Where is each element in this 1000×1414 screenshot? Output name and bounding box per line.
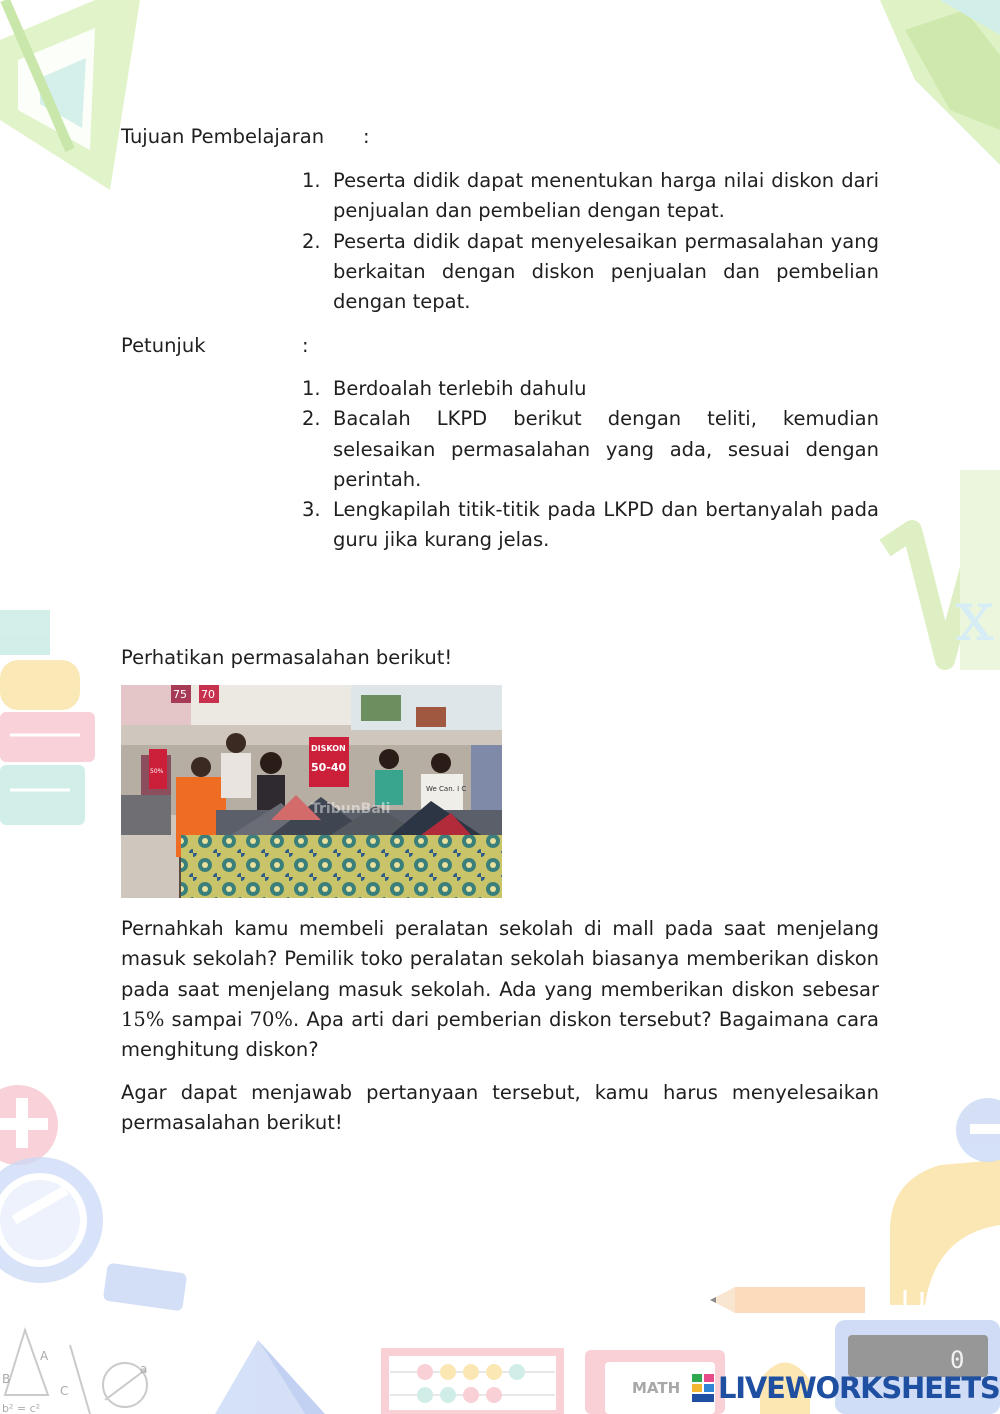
section-colon: :: [363, 125, 370, 148]
section-colon: :: [302, 334, 309, 357]
section-label-petunjuk: Petunjuk: [121, 334, 206, 357]
x-label: x: [955, 575, 995, 657]
store-sale-photo: [121, 685, 502, 898]
list-text: Peserta didik dapat menentukan harga nilai diskon dari penjualan dan pembelian dengan tepat.: [333, 169, 879, 223]
discount-sign-value: 50-40: [311, 761, 347, 774]
percent-high: 70%: [249, 1007, 293, 1031]
list-number: 3.: [302, 498, 321, 522]
section-label-tujuan: Tujuan Pembelajaran: [121, 125, 325, 148]
list-text: Peserta didik dapat menyelesaikan permasalahan yang berkaitan dengan diskon penjualan dan pembelian dengan tepat.: [333, 229, 879, 314]
list-text: Bacalah LKPD berikut dengan teliti, kemudian selesaikan permasalahan yang ada, sesuai dengan perintah.: [333, 407, 879, 491]
discount-sign-title: DISKON: [311, 744, 346, 753]
chalk-symbol: C: [60, 1384, 69, 1398]
price-tag: 75: [173, 688, 187, 701]
tujuan-list: [302, 166, 879, 317]
photo-watermark: TribunBali: [311, 801, 391, 817]
intro-paragraph: [121, 914, 879, 1065]
paragraph-text: sampai: [164, 1007, 250, 1031]
list-item: [302, 495, 879, 556]
petunjuk-list: [302, 374, 879, 556]
chalk-symbol: A: [40, 1349, 49, 1363]
problem-heading: Perhatikan permasalahan berikut!: [121, 646, 453, 669]
liveworksheets-mark-icon: [692, 1374, 714, 1402]
liveworksheets-logo[interactable]: [692, 1370, 1000, 1406]
discount-sign-small: 50%: [150, 768, 164, 775]
shirt-text: We Can. I C: [426, 785, 467, 793]
list-text: Berdoalah terlebih dahulu: [333, 377, 587, 400]
list-text: Lengkapilah titik-titik pada LKPD dan bertanyalah pada guru jika kurang jelas.: [333, 498, 879, 552]
list-number: 1.: [302, 169, 321, 192]
store-scene-image: [121, 685, 502, 898]
list-item: [302, 374, 879, 404]
list-number: 2.: [302, 229, 321, 253]
list-number: 1.: [302, 377, 321, 400]
calculator-display: 0: [950, 1346, 965, 1374]
percent-low: 15%: [121, 1007, 165, 1031]
price-tag: 70: [201, 688, 215, 701]
list-item: [302, 404, 879, 495]
list-number: 2.: [302, 407, 321, 431]
instruction-paragraph: Agar dapat menjawab pertanyaan tersebut, kamu harus menyelesaikan permasalahan berikut!: [121, 1081, 879, 1135]
list-item: [302, 227, 879, 318]
list-item: [302, 166, 879, 227]
chalk-symbol: a: [140, 1362, 148, 1376]
chalk-symbol: b² = c²: [2, 1402, 41, 1414]
paragraph-text: Pernahkah kamu membeli peralatan sekolah di mall pada saat menjelang masuk sekolah? Pemilik toko peralatan sekolah biasanya memberikan diskon pada saat menjelang masuk sekolah. Ada yang memberikan diskon sebesar: [121, 917, 879, 1001]
liveworksheets-wordmark: LIVEWORKSHEETS: [718, 1371, 1000, 1405]
math-label: MATH: [632, 1379, 681, 1397]
paragraph-text: . Apa arti dari pemberian diskon tersebut? Bagaimana cara menghitung diskon?: [121, 1007, 879, 1062]
chalk-symbol: B: [2, 1372, 11, 1386]
